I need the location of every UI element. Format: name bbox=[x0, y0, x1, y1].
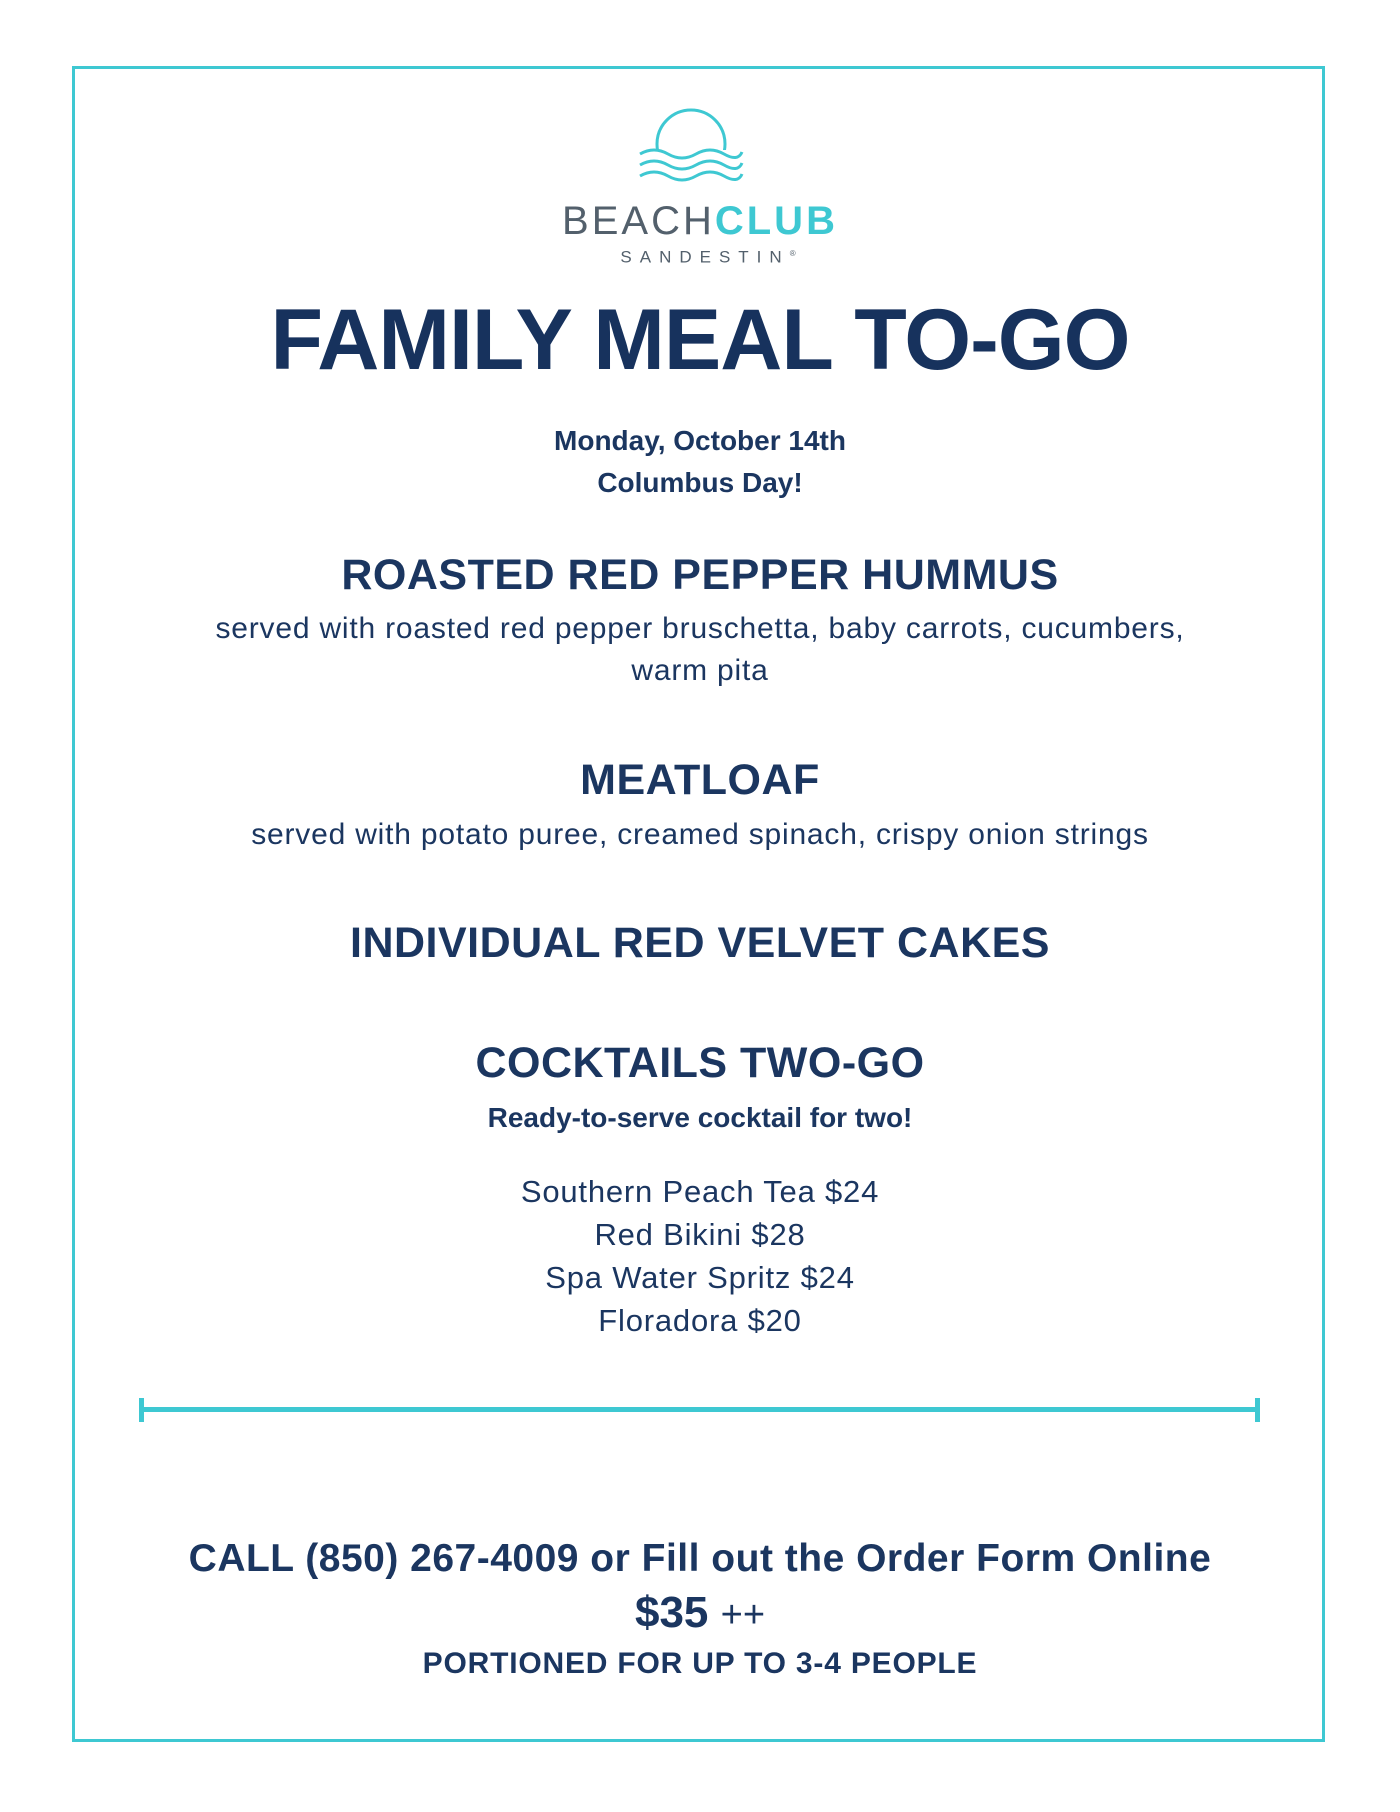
sun-over-waves-logo-icon bbox=[636, 106, 746, 190]
menu-item-meatloaf-desc: served with potato puree, creamed spinach, crispy onion strings bbox=[251, 818, 1149, 851]
list-item: Red Bikini $28 bbox=[594, 1217, 806, 1252]
menu-item-cakes-title: INDIVIDUAL RED VELVET CAKES bbox=[350, 919, 1050, 967]
list-item: Spa Water Spritz $24 bbox=[545, 1260, 855, 1295]
portion-note: PORTIONED FOR UP TO 3-4 PEOPLE bbox=[422, 1647, 978, 1680]
cocktail-list bbox=[0, 1170, 1400, 1342]
price-amount: $35 bbox=[634, 1588, 709, 1637]
divider-cap-right bbox=[1255, 1398, 1260, 1422]
list-item: Floradora $20 bbox=[598, 1303, 802, 1338]
holiday-line: Columbus Day! bbox=[597, 467, 803, 498]
brand-sub-text: SANDESTIN bbox=[620, 247, 790, 267]
page-title: FAMILY MEAL TO-GO bbox=[270, 292, 1130, 388]
menu-item-hummus-title: ROASTED RED PEPPER HUMMUS bbox=[341, 551, 1059, 599]
menu-item-meatloaf-title: MEATLOAF bbox=[580, 756, 820, 804]
brand-logo-text bbox=[0, 198, 1400, 244]
brand-subtitle bbox=[0, 244, 1400, 268]
divider-line bbox=[141, 1407, 1258, 1412]
list-item: Southern Peach Tea $24 bbox=[520, 1174, 880, 1209]
menu-item-desc-line: warm pita bbox=[631, 654, 769, 687]
trademark-symbol: ® bbox=[789, 249, 796, 258]
divider-cap-left bbox=[139, 1398, 144, 1422]
event-date bbox=[0, 420, 1400, 504]
menu-item-cocktails-title: COCKTAILS TWO-GO bbox=[475, 1039, 925, 1087]
cocktails-subtitle: Ready-to-serve cocktail for two! bbox=[487, 1102, 913, 1133]
call-to-order: CALL (850) 267-4009 or Fill out the Order Form Online bbox=[188, 1537, 1212, 1580]
menu-item-hummus-desc bbox=[0, 608, 1400, 692]
date-line: Monday, October 14th bbox=[554, 425, 846, 456]
menu-item-desc-line: served with roasted red pepper bruschetta, baby carrots, cucumbers, bbox=[215, 612, 1185, 645]
price-suffix: ++ bbox=[720, 1594, 766, 1636]
price bbox=[0, 1588, 1400, 1640]
brand-name-club: CLUB bbox=[714, 199, 838, 243]
brand-name-beach: BEACH bbox=[562, 199, 715, 243]
